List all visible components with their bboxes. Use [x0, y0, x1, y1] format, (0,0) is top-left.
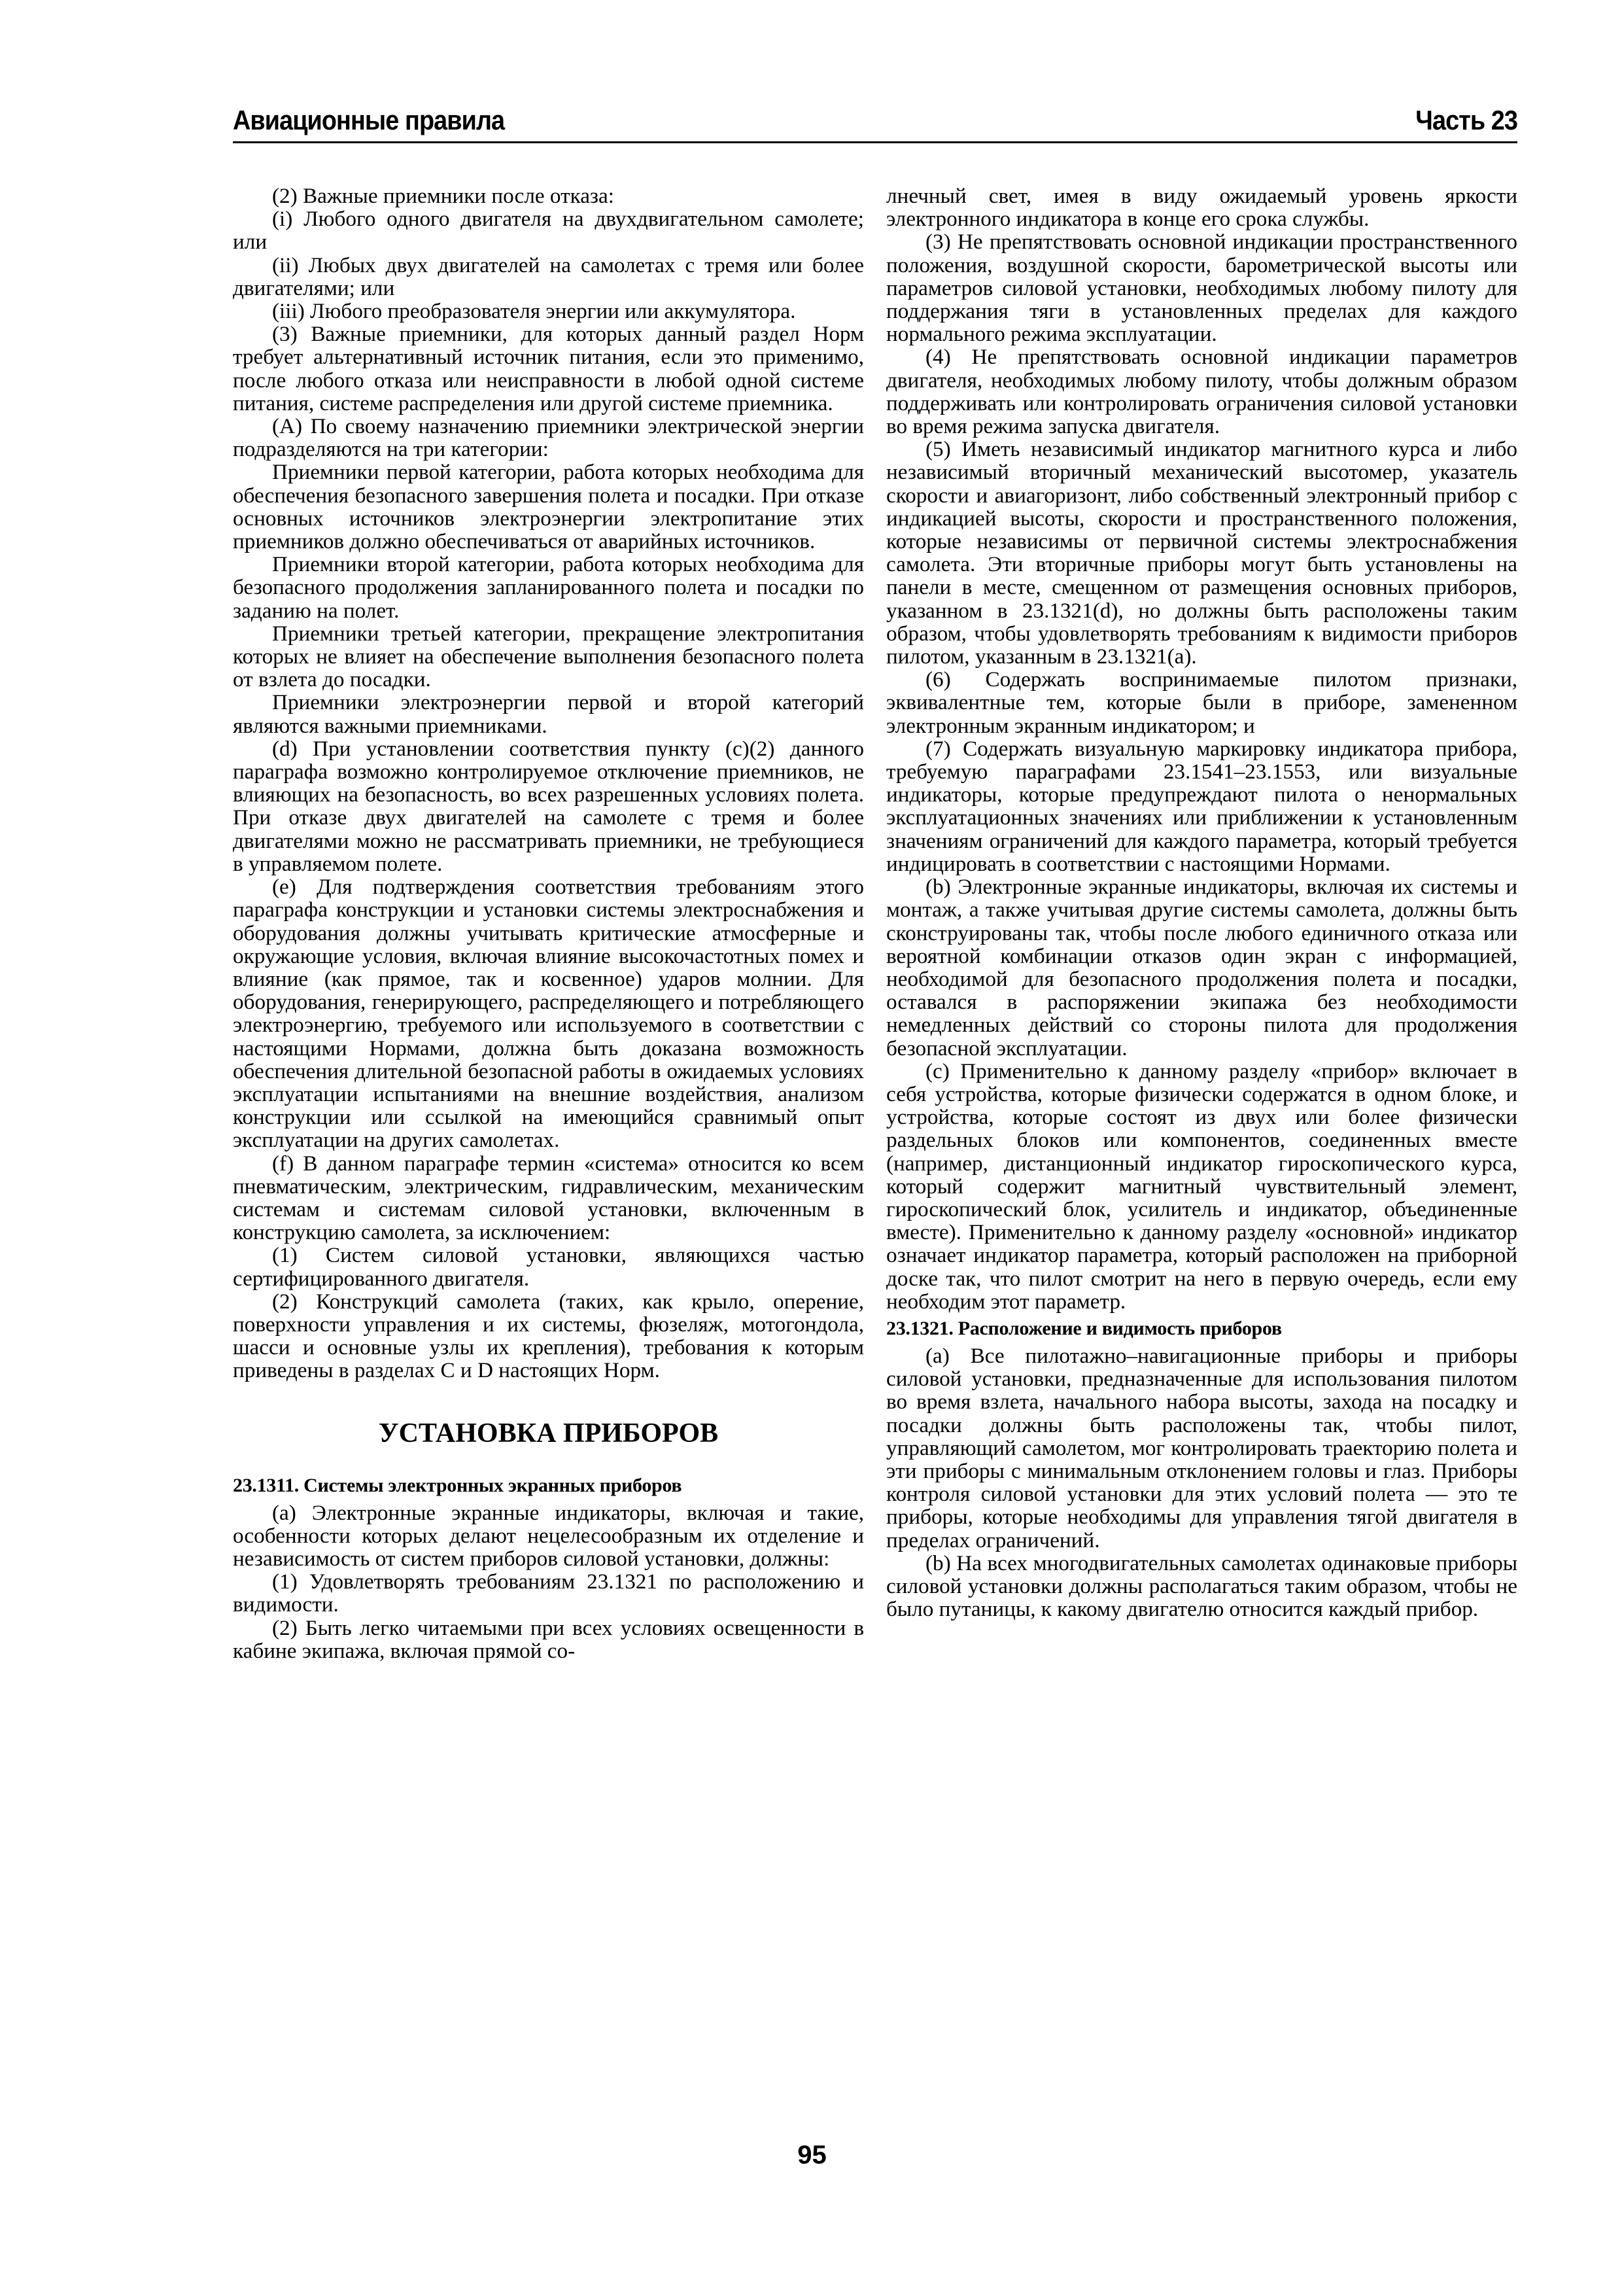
header-part-label: Часть 23 — [1415, 105, 1517, 135]
paragraph: Приемники третьей категории, прекращение электропитания которых не влияет на обеспечение выполнения безопасного полета от взлета до посадки. — [233, 621, 864, 692]
paragraph: (A) По своему назначению приемники электрической энергии подразделяются на три категории: — [233, 414, 864, 462]
right-column — [886, 184, 1517, 1621]
section-title: УСТАНОВКА ПРИБОРОВ — [378, 1418, 719, 1448]
paragraph: (c) Применительно к данному разделу «прибор» включает в себя устройства, которые физически содержатся в одном блоке, и устройства, которые состоят из двух или более физически раздельных блоков или компонентов, соединенных вместе (например, дистанционный индикатор гироскопического курса, который содержит магнитный чувствительный элемент, гироскопический блок, усилитель и индикатор, объединенные вместе). Применительно к данному разделу «основной» индикатор означает индикатор параметра, который расположен на приборной доске так, что пилот смотрит на него в первую очередь, если ему необходим этот параметр. — [886, 1059, 1517, 1314]
paragraph: Приемники электроэнергии первой и второй категорий являются важными приемниками. — [233, 690, 864, 738]
paragraph: (iii) Любого преобразователя энергии или аккумулятора. — [272, 299, 796, 324]
paragraph: (b) На всех многодвигательных самолетах одинаковые приборы силовой установки должны располагаться таким образом, чтобы не было путаницы, к какому двигателю относится каждый прибор. — [886, 1550, 1517, 1622]
header-publication-title: Авиационные правила — [233, 105, 505, 135]
paragraph: (4) Не препятствовать основной индикации параметров двигателя, необходимых любому пилоту, чтобы должным образом поддерживать или контролировать ограничения силовой установки во время режима запуска двигателя. — [886, 345, 1517, 439]
paragraph: (a) Все пилотажно–навигационные приборы и приборы силовой установки, предназначенные для использования пилотом во время взлета, начального набора высоты, захода на посадку и посадки должны быть расположены так, чтобы пилот, управляющий самолетом, мог контролировать траекторию полета и эти приборы с минимальным отклонением головы и глаз. Приборы контроля силовой установки для этих условий полета — это те приборы, которые необходимы для управления тягой двигателя в пределах ограничений. — [886, 1343, 1517, 1552]
paragraph: (ii) Любых двух двигателей на самолетах с тремя или более двигателями; или — [233, 253, 864, 300]
paragraph: (f) В данном параграфе термин «система» относится ко всем пневматическим, электрическим, гидравлическим, механическим системам и системам силовой установки, включенным в конструкцию самолета, за исключением: — [233, 1151, 864, 1245]
paragraph: Приемники второй категории, работа которых необходима для безопасного продолжения запланированного полета и посадки по заданию на полет. — [233, 552, 864, 623]
paragraph: (e) Для подтверждения соответствия требованиям этого параграфа конструкции и установки системы электроснабжения и оборудования должны учитывать критические атмосферные и окружающие условия, включая влияние высокочастотных помех и влияние (как прямое, так и косвенное) ударов молнии. Для оборудования, генерирующего, распределяющего и потребляющего электроэнергию, требуемого или используемого в соответствии с настоящими Нормами, должна быть доказана возможность обеспечения длительной безопасной работы в ожидаемых условиях эксплуатации испытаниями на внешние воздействия, анализом конструкции или ссылкой на имеющийся сравнимый опыт эксплуатации на других самолетах. — [233, 875, 864, 1153]
paragraph: (b) Электронные экранные индикаторы, включая их системы и монтаж, а также учитывая другие системы самолета, должны быть сконструированы так, чтобы после любого единичного отказа или вероятной комбинации отказов один экран с информацией, необходимой для безопасного продолжения полета и посадки, оставался в распоряжении экипажа без необходимости немедленных действий со стороны пилота для продолжения безопасной эксплуатации. — [886, 875, 1517, 1060]
running-header — [233, 102, 1517, 143]
clause-heading-23-1321: 23.1321. Расположение и видимость приборов — [886, 1317, 1282, 1339]
paragraph: (7) Содержать визуальную маркировку индикатора прибора, требуемую параграфами 23.1541–23.1553, или визуальные индикаторы, которые предупреждают пилота о ненормальных эксплуатационных значениях или приближении к установленным значениям ограничений для каждого параметра, который требуется индицировать в соответствии с настоящими Нормами. — [886, 736, 1517, 876]
left-column — [233, 184, 864, 1662]
paragraph: (1) Систем силовой установки, являющихся частью сертифицированного двигателя. — [233, 1243, 864, 1291]
paragraph: (2) Быть легко читаемыми при всех условиях освещенности в кабине экипажа, включая прямой со- — [233, 1615, 864, 1663]
paragraph: (d) При установлении соответствия пункту (c)(2) данного параграфа возможно контролируемое отключение приемников, не влияющих на безопасность, во всех разрешенных условиях полета. При отказе двух двигателей на самолете с тремя и более двигателями можно не рассматривать приемники, не требующиеся в управляемом полете. — [233, 736, 864, 876]
paragraph: (3) Важные приемники, для которых данный раздел Норм требует альтернативный источник питания, если это применимо, после любого отказа или неисправности в любой одной системе питания, системе распределения или другой системе приемника. — [233, 322, 864, 415]
paragraph: (i) Любого одного двигателя на двухдвигательном самолете; или — [233, 207, 864, 254]
page-number: 95 — [797, 2141, 827, 2169]
paragraph: (2) Конструкций самолета (таких, как крыло, оперение, поверхности управления и их системы, фюзеляж, мотогондола, шасси и основные узлы их крепления), требования к которым приведены в разделах C и D настоящих Норм. — [233, 1289, 864, 1383]
paragraph: (a) Электронные экранные индикаторы, включая и такие, особенности которых делают нецелесообразным их отделение и независимость от систем приборов силовой установки, должны: — [233, 1500, 864, 1571]
paragraph: (2) Важные приемники после отказа: — [272, 184, 614, 208]
paragraph: Приемники первой категории, работа которых необходима для обеспечения безопасного завершения полета и посадки. При отказе основных источников электроэнергии электропитание этих приемников должно обеспечиваться от аварийных источников. — [233, 460, 864, 554]
paragraph: (5) Иметь независимый индикатор магнитного курса и либо независимый вторичный механический высотомер, указатель скорости и авиагоризонт, либо собственный электронный прибор с индикацией высоты, скорости и пространственного положения, которые независимы от первичной системы электроснабжения самолета. Эти вторичные приборы могут быть установлены на панели в месте, смещенном от размещения основных приборов, указанном в 23.1321(d), но должны быть расположены таким образом, чтобы удовлетворять требованиям к видимости приборов пилотом, указанным в 23.1321(a). — [886, 437, 1517, 669]
paragraph: (6) Содержать воспринимаемые пилотом признаки, эквивалентные тем, которые были в приборе, замененном электронным экранным индикатором; и — [886, 667, 1517, 738]
paragraph: (1) Удовлетворять требованиям 23.1321 по расположению и видимости. — [233, 1569, 864, 1617]
paragraph: (3) Не препятствовать основной индикации пространственного положения, воздушной скорости, барометрической высоты или параметров силовой установки, необходимых любому пилоту для поддержания тяги в установленных пределах для каждого нормального режима эксплуатации. — [886, 230, 1517, 347]
clause-heading-23-1311: 23.1311. Системы электронных экранных приборов — [233, 1474, 682, 1496]
paragraph-continuation: лнечный свет, имея в виду ожидаемый уровень яркости электронного индикатора в конце его срока службы. — [886, 184, 1517, 232]
